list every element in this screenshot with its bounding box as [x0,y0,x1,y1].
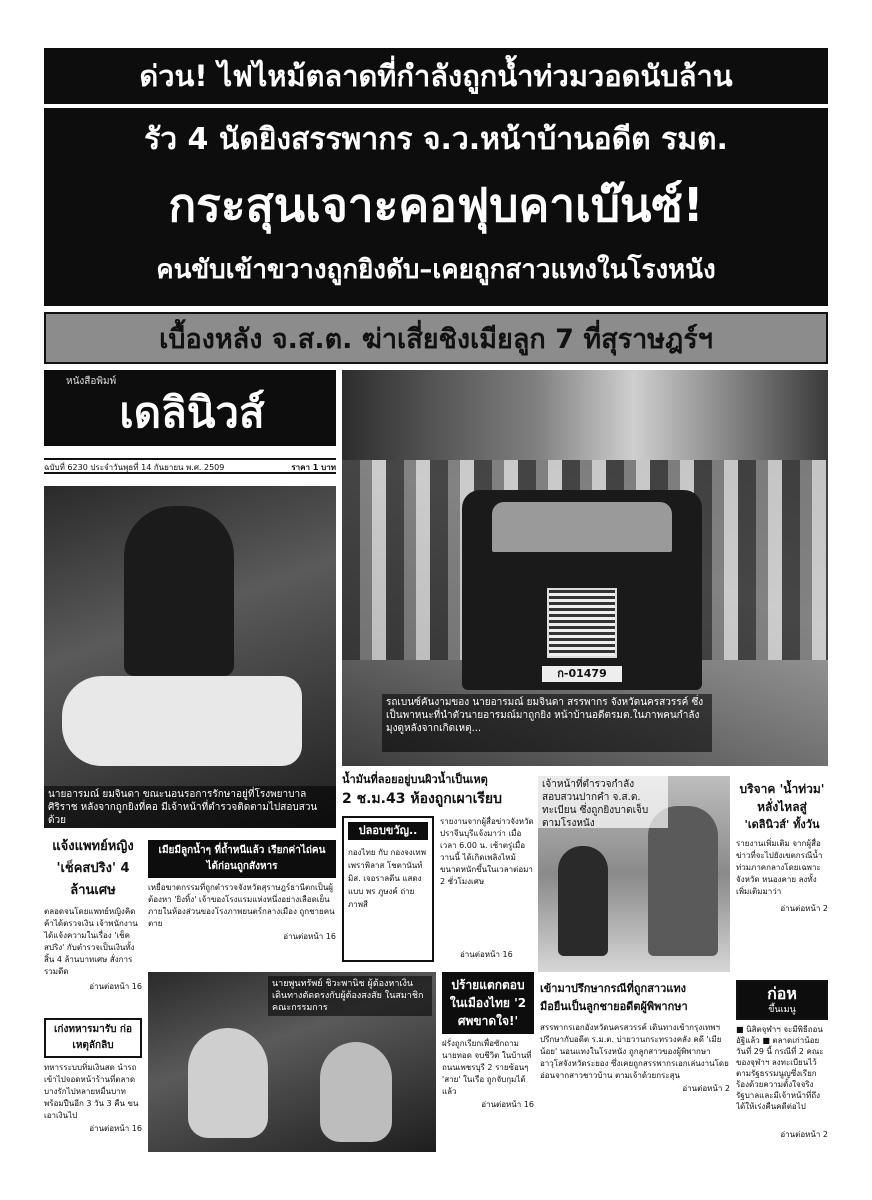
daughter-continued: อ่านต่อหน้า 16 [283,932,336,941]
caption-car: รถเบนซ์คันงามของ นายอารมณ์ ยมจินดา สรรพากร จังหวัดนครสวรรค์ ซึ่งเป็นพาหนะที่นำตัวนายอารมณ์มาถูกยิง หน้าบ้านอดีตรมต.ในภาพคนกำลังมุงดูหลังจากเกิดเหตุ... [382,694,712,752]
masthead [44,370,336,480]
daughter-body: เหยื่อฆาตกรรมที่ถูกตำรวจจังหวัดสุราษฎร์ธานีตกเป็นผู้ต้องหา 'ยิงทิ้ง' เจ้าของโรงแรมแห่งหนึ่งอย่างเลือดเย็น ภายในห้องส่วนของโรงภาพยนตร์กลางเมือง ถูกชายคนตาย [148,883,335,928]
headline-line2: กระสุนเจาะคอฟุบคาเบ๊นซ์! [168,178,704,232]
car-plate: ก-01479 [542,666,622,682]
soldier-body: ทหารระบบทิ่มเงินสด นำรถเข้าไปจอดหน้าร้านที่ตลาดบางรักไปหลายหมื่นบาท พร้อมปืนอีก 3 วัน 3 คืน ขนเอาเงินไป [44,1063,139,1120]
photo-face-man [188,1028,268,1138]
donate-headline-3: 'เดลินิวส์' ทั้งวัน [744,818,820,831]
article-donation [736,780,828,970]
soldier-headline: เก่งทหารมารับ ก่อเหตุลักลิบ [44,1018,142,1058]
masthead-logo-block [44,370,336,446]
donate-body: รายงานเพิ่มเติม จากผู้สื่อข่าวที่จะไปยังเขตกรณีน้ำท่วมภาคกลางโดยเฉพาะจังหวัด หนองคาย ลงทั้งเพิ่มเติมมาว่า [736,839,823,896]
banner-background-story [44,312,828,364]
film-box-body: กองไทย กับ กองจงเทพ เพราพิลาส โชตานันท์ มิส. เจอราลดีน แสดงแบบ พร ภูษงค์ ถ่ายภาพสี [348,848,426,909]
article-consult [540,980,730,1148]
article-doctor [44,836,142,1016]
oil-headline-2: 2 ช.ม.43 ห้องถูกเผาเรียบ [342,791,503,807]
bomb-box-sub: ขึ้นเมนู [768,1005,796,1015]
bomb-box-title: ก่อห [767,984,797,1003]
article-soldier [44,1018,142,1158]
photo-car-windshield [492,502,672,552]
price-text: ราคา 1 บาท [291,463,336,472]
masthead-tagline: หนังสือพิมพ์ [66,376,117,387]
doctor-body: ตลอดจนโดยแพทย์หญิงคิดค้าได้ตรวจเงิน เจ้าพนักงานได้แจ้งความในเรื่อง 'เช็คสปริง' กับตำรวจเป็นเงินทั้งสิ้น 4 ล้านบาทเศษ สั่งการรวมดีด [44,907,138,976]
film-box-title: ปลอบขวัญ.. [348,822,428,840]
donate-headline-1: บริจาค 'น้ำท่วม' [739,782,825,796]
article-bomb [736,980,828,1148]
photo-figure-officer [124,506,234,676]
donate-headline-2: หลั่งไหลสู่ [757,800,807,814]
consult-body: สรรพากรเอกอังหวัดนครสวรรค์ เดินทางเข้ากรุงเทพฯ ปรึกษากับอดีต ร.ม.ต. บ่ายวานกระทรวงคลัง คดี 'เมียน้อย' นอนแทงในโรงหนัง ถูกลูกสาวของผู้พิพากษาอาวุโสจังหวัดระยอง ซึ่งเคยถูกสรรพากรเอกเล่นงานโดยอ่อนจากสาวชาวบ้าน ตามเจ้าด้วยกระสุน [540,1023,729,1080]
gunfight-continued: อ่านต่อหน้า 16 [481,1100,534,1109]
headline-line3: คนขับเข้าขวางถูกยิงดับ–เคยถูกสาวแทงในโรงหนัง [156,255,716,285]
photo-car-grille [547,588,617,658]
masthead-issue-info [44,458,336,474]
photo-face-woman [320,1042,392,1142]
banner-breaking-fire-text: ด่วน! ไฟไหม้ตลาดที่กำลังถูกน้ำท่วมวอดนับล้าน [139,59,733,93]
issue-info-text: ฉบับที่ 6230 ประจำวันพุธที่ 14 กันยายน พ.ศ. 2509 [44,463,225,472]
photo-figure-officers [648,806,718,956]
photo-victim-hospital [44,486,336,828]
headline-line1: รัว 4 นัดยิงสรรพากร จ.ว.หน้าบ้านอดีต รมต. [144,122,728,157]
masthead-logo: เดลินิวส์ [119,388,265,437]
film-box [342,816,434,962]
photo-buildings [342,370,828,460]
photo-police-interview [538,776,730,972]
consult-headline-1: เข้ามาปรึกษากรณีที่ถูกสาวแทง [540,982,686,995]
bomb-box [736,980,828,1020]
oil-continued: อ่านต่อหน้า 16 [460,950,513,959]
bomb-body: ■ นิสิตจุฬาฯ จะมีพิธีถอนอัฐิแล้ว ■ ตลาดเก่าน้อยวันที่ 29 นี้ กรณีที่ 2 คณะของจุฬาฯ ลงทะเบียนไว้ตามรัฐธรรมนูญซึ่งเรียกร้องด้วยความตั้งใจจริง รัฐบาลและมีเจ้าหน้าที่ถึงได้ให้เร่งคืนคดีต่อไป [736,1025,824,1111]
caption-victim: นายอารมณ์ ยมจินดา ขณะนอนรอการรักษาอยู่ที่โรงพยาบาลศิริราช หลังจากถูกยิงที่คอ มีเจ้าหน้าที่ตำรวจติดตามไปสอบสวนด้วย [44,786,336,828]
gunfight-body: ฝรั่งถูกเรียกเพื่อซักถาม นายทอด จบชีวิต ในบ้านที่ถนนเพชรบุรี 2 รายซ้อนๆ 'สาย' ในเรือ ถูกจับกุมได้แล้ว [442,1039,532,1096]
photo-figure-patient [62,676,302,766]
photo-car-scene [342,370,828,766]
photo-figure-man [558,846,608,956]
article-oil-fire [342,772,534,968]
banner-main-headline [44,108,828,306]
gunfight-headline: ปร้ายแตกตอบในเมืองไทย '2 ศพขาดใจ!' [442,972,534,1034]
consult-continued: อ่านต่อหน้า 2 [682,1084,730,1093]
caption-couple: นายพูนทรัพย์ ชิวะพานิช ผู้ต้องหาเงินเดินทางตัดตรงกับผู้ต้องสงสัย ในสมาชิกคณะกรรมการ [268,976,432,1016]
banner-background-story-text: เบื้องหลัง จ.ส.ต. ฆ่าเสี่ยชิงเมียลูก 7 ที่สุราษฎร์ฯ [159,324,713,355]
caption-police: เจ้าหน้าที่ตำรวจกำลังสอบสวนปากคำ จ.ส.ต. ทะเบียน ซึ่งถูกยิงบาดเจ็บ ตามโรงหนัง [538,776,668,828]
consult-headline-2: มือยืนเป็นลูกชายอดีตผู้พิพากษา [540,1000,688,1013]
photo-couple [148,972,436,1152]
banner-breaking-fire [44,48,828,104]
article-gunfight [442,972,534,1152]
daughter-headline: เมียมีลูกน้ำๆ ที่ถ้ำหนีแล้ว เรียกค่าไถ่คนได้ก่อนถูกสังหาร [148,840,336,878]
bomb-continued: อ่านต่อหน้า 2 [780,1130,828,1139]
donate-continued: อ่านต่อหน้า 2 [780,904,828,913]
doctor-continued: อ่านต่อหน้า 16 [89,982,142,991]
soldier-continued: อ่านต่อหน้า 16 [89,1124,142,1133]
oil-headline-1: น้ำมันที่ลอยอยู่บนผิวน้ำเป็นเหตุ [342,773,488,786]
article-daughter [148,840,336,966]
oil-body: รายงานจากผู้สื่อข่าวจังหวัดปราจีนบุรีแจ้งมาว่า เมื่อเวลา 6.00 น. เช้าตรู่เมื่อวานนี้ ได้เกิดเพลิงไหม้ขนาดหนักขึ้นในเวลาต่อมา 2 ชั่วโมงเศษ [440,817,534,886]
doctor-headline: แจ้งแพทย์หญิง 'เช็คสปริง' 4 ล้านเศษ [52,839,134,898]
